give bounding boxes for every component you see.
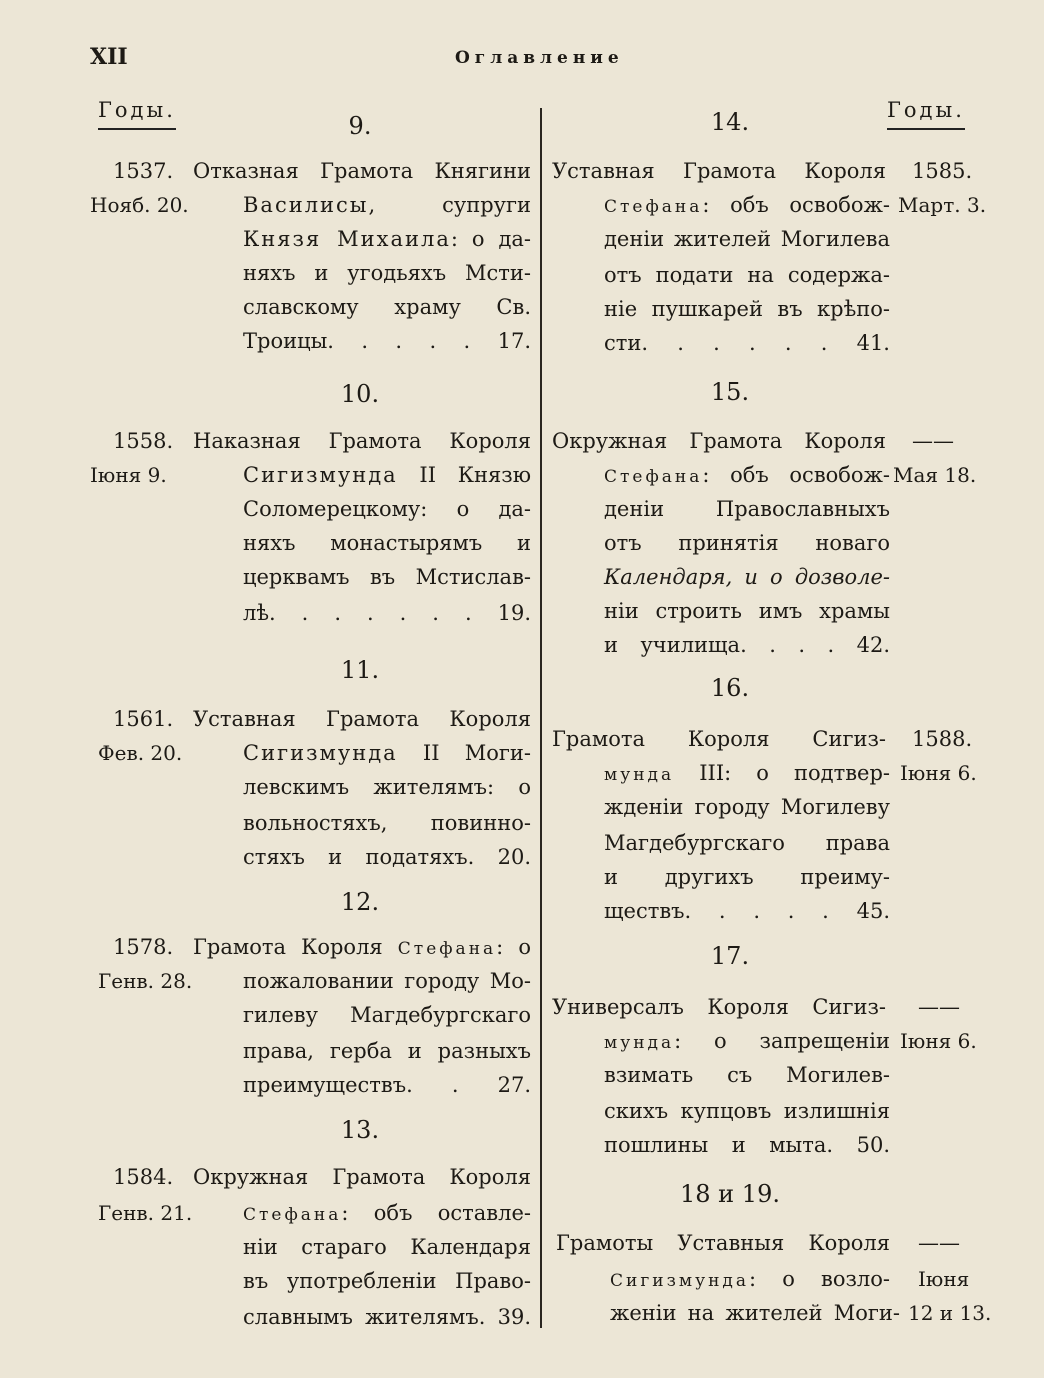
entry-line: ществъ. . . . . 45.: [604, 899, 890, 923]
entry-date: Нояб. 20.: [90, 193, 189, 217]
entry-line: Соломерецкому: о да-: [243, 497, 531, 521]
years-label-right: Годы.: [887, 98, 965, 130]
entry-year: 1578.: [113, 935, 174, 959]
page-title: Оглавление: [455, 48, 624, 68]
entry-line: Стефана: объ оставле-: [243, 1201, 531, 1225]
entry-line: Магдебургскаго права: [604, 831, 890, 855]
entry-line: Отказная Грамота Княгини: [193, 159, 531, 183]
entry-line: деніи жителей Могилева: [604, 227, 890, 251]
entry-line: Сигизмунда: о возло-: [610, 1267, 890, 1291]
entry-year: ——: [918, 995, 960, 1019]
entry-year: 1537.: [113, 159, 174, 183]
entry-year: ——: [912, 429, 954, 453]
entry-line: лѣ. . . . . . . 19.: [243, 601, 531, 625]
entry-date: 12 и 13.: [908, 1301, 992, 1325]
column-divider: [540, 108, 542, 1328]
entry-line: ніи стараго Календаря: [243, 1235, 531, 1259]
entry-line: вольностяхъ, повинно-: [243, 811, 531, 835]
entry-line: Универсалъ Короля Сигиз-: [552, 995, 886, 1019]
entry-line: няхъ монастырямъ и: [243, 531, 531, 555]
entry-line: славскому храму Св.: [243, 295, 531, 319]
entry-line: стяхъ и податяхъ. 20.: [243, 845, 531, 869]
entry-line: Василисы, супруги: [243, 193, 531, 217]
entry-line: скихъ купцовъ излишнія: [604, 1099, 890, 1123]
entry-line: ніи строить имъ храмы: [604, 599, 890, 623]
years-label-left: Годы.: [98, 98, 176, 130]
entry-line: отъ принятія новаго: [604, 531, 890, 555]
entry-line: пошлины и мыта. 50.: [604, 1133, 890, 1157]
entry-line: мунда: о запрещеніи: [604, 1029, 890, 1053]
entry-date: Іюня 9.: [90, 463, 167, 487]
entry-line: Окружная Грамота Короля: [193, 1165, 531, 1189]
section-number: 12.: [340, 888, 380, 916]
entry-line: левскимъ жителямъ: о: [243, 775, 531, 799]
entry-line: Уставная Грамота Короля: [193, 707, 531, 731]
section-number: 15.: [710, 378, 750, 406]
entry-year: 1588.: [912, 727, 973, 751]
entry-line: женіи на жителей Моги-: [610, 1301, 900, 1325]
entry-date: Март. 3.: [898, 193, 987, 217]
entry-date: Іюня 6.: [900, 761, 977, 785]
entry-line: гилеву Магдебургскаго: [243, 1003, 531, 1027]
entry-line: церквамъ въ Мстислав-: [243, 565, 531, 589]
entry-line: Стефана: объ освобож-: [604, 463, 890, 487]
entry-line: Сигизмунда II Князю: [243, 463, 531, 487]
entry-date: Мая 18.: [893, 463, 977, 487]
entry-year: 1561.: [113, 707, 174, 731]
entry-line: Сигизмунда II Моги-: [243, 741, 531, 765]
entry-year: 1558.: [113, 429, 174, 453]
entry-line: и другихъ преиму-: [604, 865, 890, 889]
page-number: XII: [90, 44, 128, 70]
section-number: 18 и 19.: [680, 1180, 780, 1208]
entry-line: няхъ и угодьяхъ Мсти-: [243, 261, 531, 285]
entry-line: Стефана: объ освобож-: [604, 193, 890, 217]
entry-line: взимать съ Могилев-: [604, 1063, 890, 1087]
entry-line: и училища. . . . 42.: [604, 633, 890, 657]
entry-year: ——: [918, 1231, 960, 1255]
entry-line: ніе пушкарей въ крѣпо-: [604, 297, 890, 321]
entry-line: Грамота Короля Сигиз-: [552, 727, 886, 751]
section-number: 14.: [710, 108, 750, 136]
entry-line: права, герба и разныхъ: [243, 1039, 531, 1063]
entry-year: 1585.: [912, 159, 973, 183]
section-number: 13.: [340, 1116, 380, 1144]
entry-line: деніи Православныхъ: [604, 497, 890, 521]
entry-line: мунда III: о подтвер-: [604, 761, 890, 785]
entry-date: Генв. 28.: [98, 969, 193, 993]
entry-date: Іюня: [918, 1267, 970, 1291]
entry-date: Іюня 6.: [900, 1029, 977, 1053]
entry-line: въ употребленіи Право-: [243, 1269, 531, 1293]
entry-line: пожаловании городу Мо-: [243, 969, 531, 993]
entry-line: преимуществъ. . 27.: [243, 1073, 531, 1097]
entry-line: Окружная Грамота Короля: [552, 429, 886, 453]
section-number: 17.: [710, 942, 750, 970]
entry-line: Князя Михаила: о да-: [243, 227, 531, 251]
entry-year: 1584.: [113, 1165, 174, 1189]
entry-line: Уставная Грамота Короля: [552, 159, 886, 183]
entry-line: Троицы. . . . . 17.: [243, 329, 531, 353]
section-number: 9.: [348, 112, 372, 140]
entry-line: сти. . . . . . 41.: [604, 331, 890, 355]
entry-line: Грамота Короля Стефана: о: [193, 935, 531, 959]
entry-date: Генв. 21.: [98, 1201, 193, 1225]
section-number: 10.: [340, 380, 380, 408]
entry-line: жденіи городу Могилеву: [604, 795, 890, 819]
entry-line: Календаря, и о дозволе-: [604, 565, 890, 589]
section-number: 11.: [340, 656, 380, 684]
section-number: 16.: [710, 674, 750, 702]
entry-line: Грамоты Уставныя Короля: [556, 1231, 890, 1255]
entry-line: отъ подати на содержа-: [604, 263, 890, 287]
entry-date: Фев. 20.: [98, 741, 183, 765]
entry-line: Наказная Грамота Короля: [193, 429, 531, 453]
entry-line: славнымъ жителямъ. 39.: [243, 1305, 531, 1329]
